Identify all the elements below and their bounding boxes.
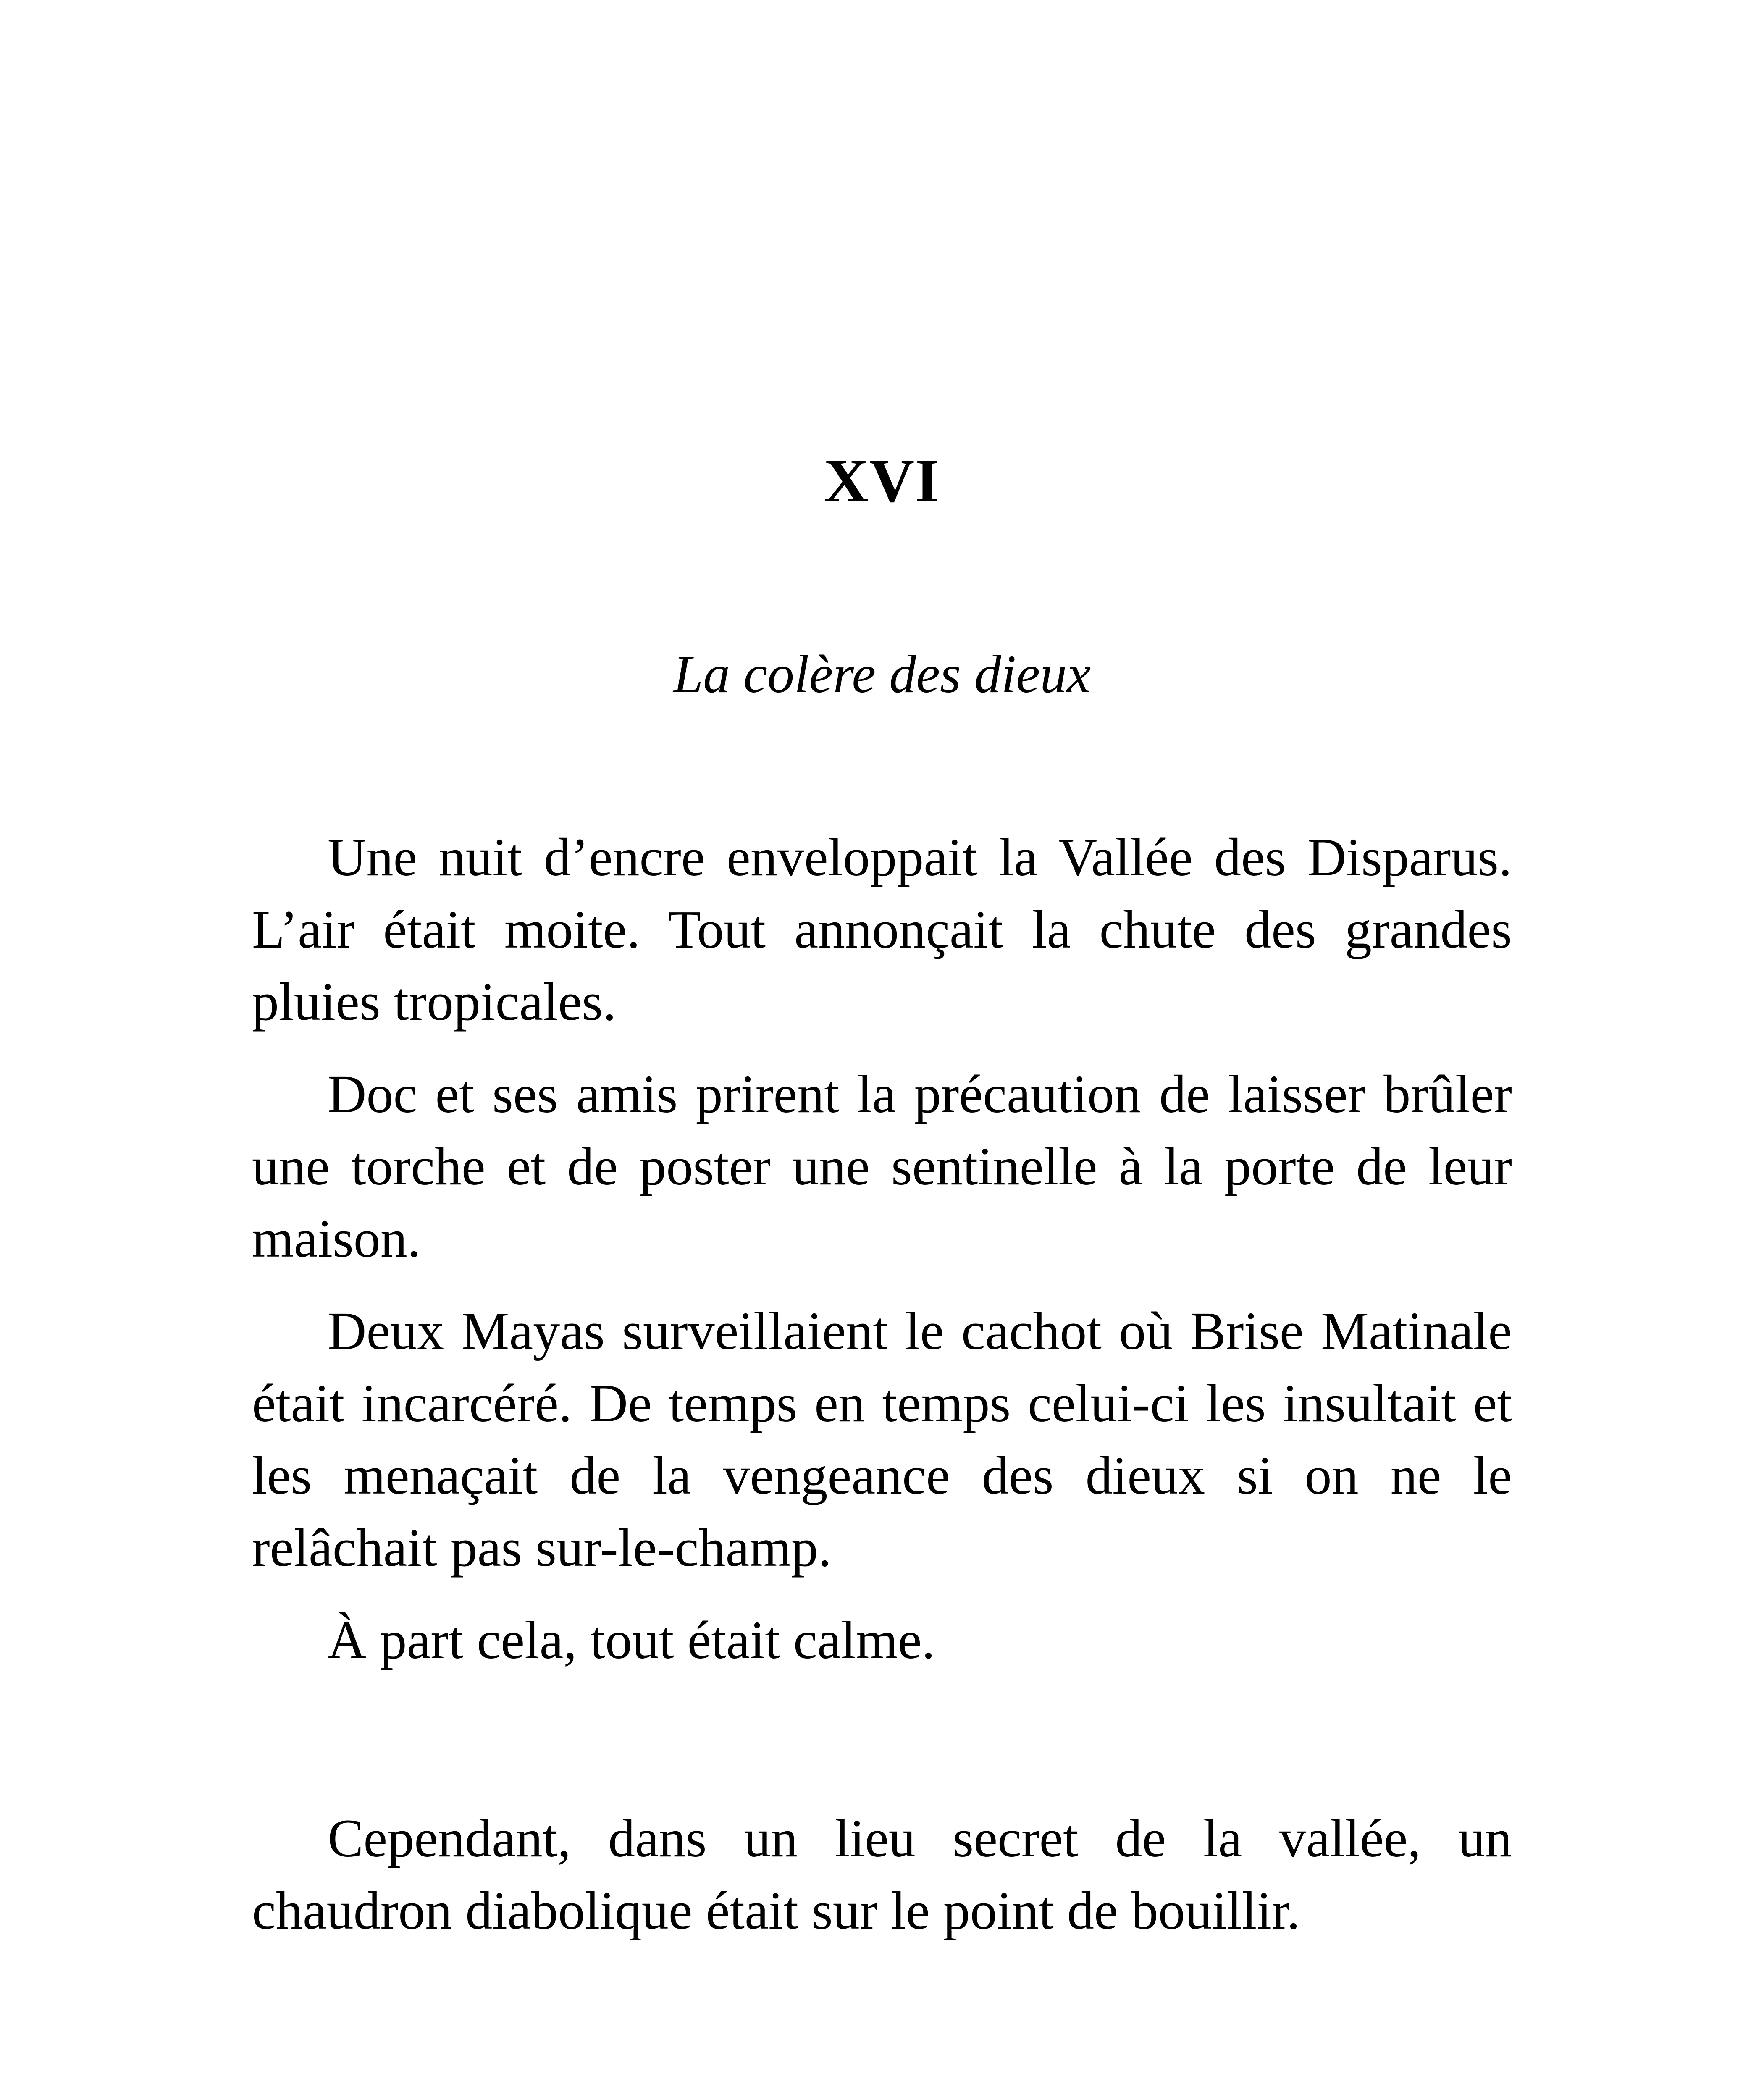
paragraph: Deux Mayas surveillaient le cachot où Brise Matinale était incarcéré. De temps en temps celui-ci les insultait et les menaçait de la vengeance des dieux si on ne le relâchait pas sur-le-champ.: [252, 1301, 1512, 1578]
chapter-number: XVI: [824, 446, 940, 515]
chapter-body: [252, 821, 1512, 1947]
paragraph: Doc et ses amis prirent la précaution de laisser brûler une torche et de poster une sentinelle à la porte de leur maison.: [252, 1064, 1512, 1268]
paragraph: Cependant, dans un lieu secret de la vallée, un chaudron diabolique était sur le point de bouillir.: [252, 1809, 1512, 1940]
paragraph: À part cela, tout était calme.: [328, 1610, 935, 1670]
chapter-title: La colère des dieux: [673, 644, 1091, 704]
paragraph: Une nuit d’encre enveloppait la Vallée des Disparus. L’air était moite. Tout annonçait la chute des grandes pluies tropicales.: [252, 827, 1512, 1032]
